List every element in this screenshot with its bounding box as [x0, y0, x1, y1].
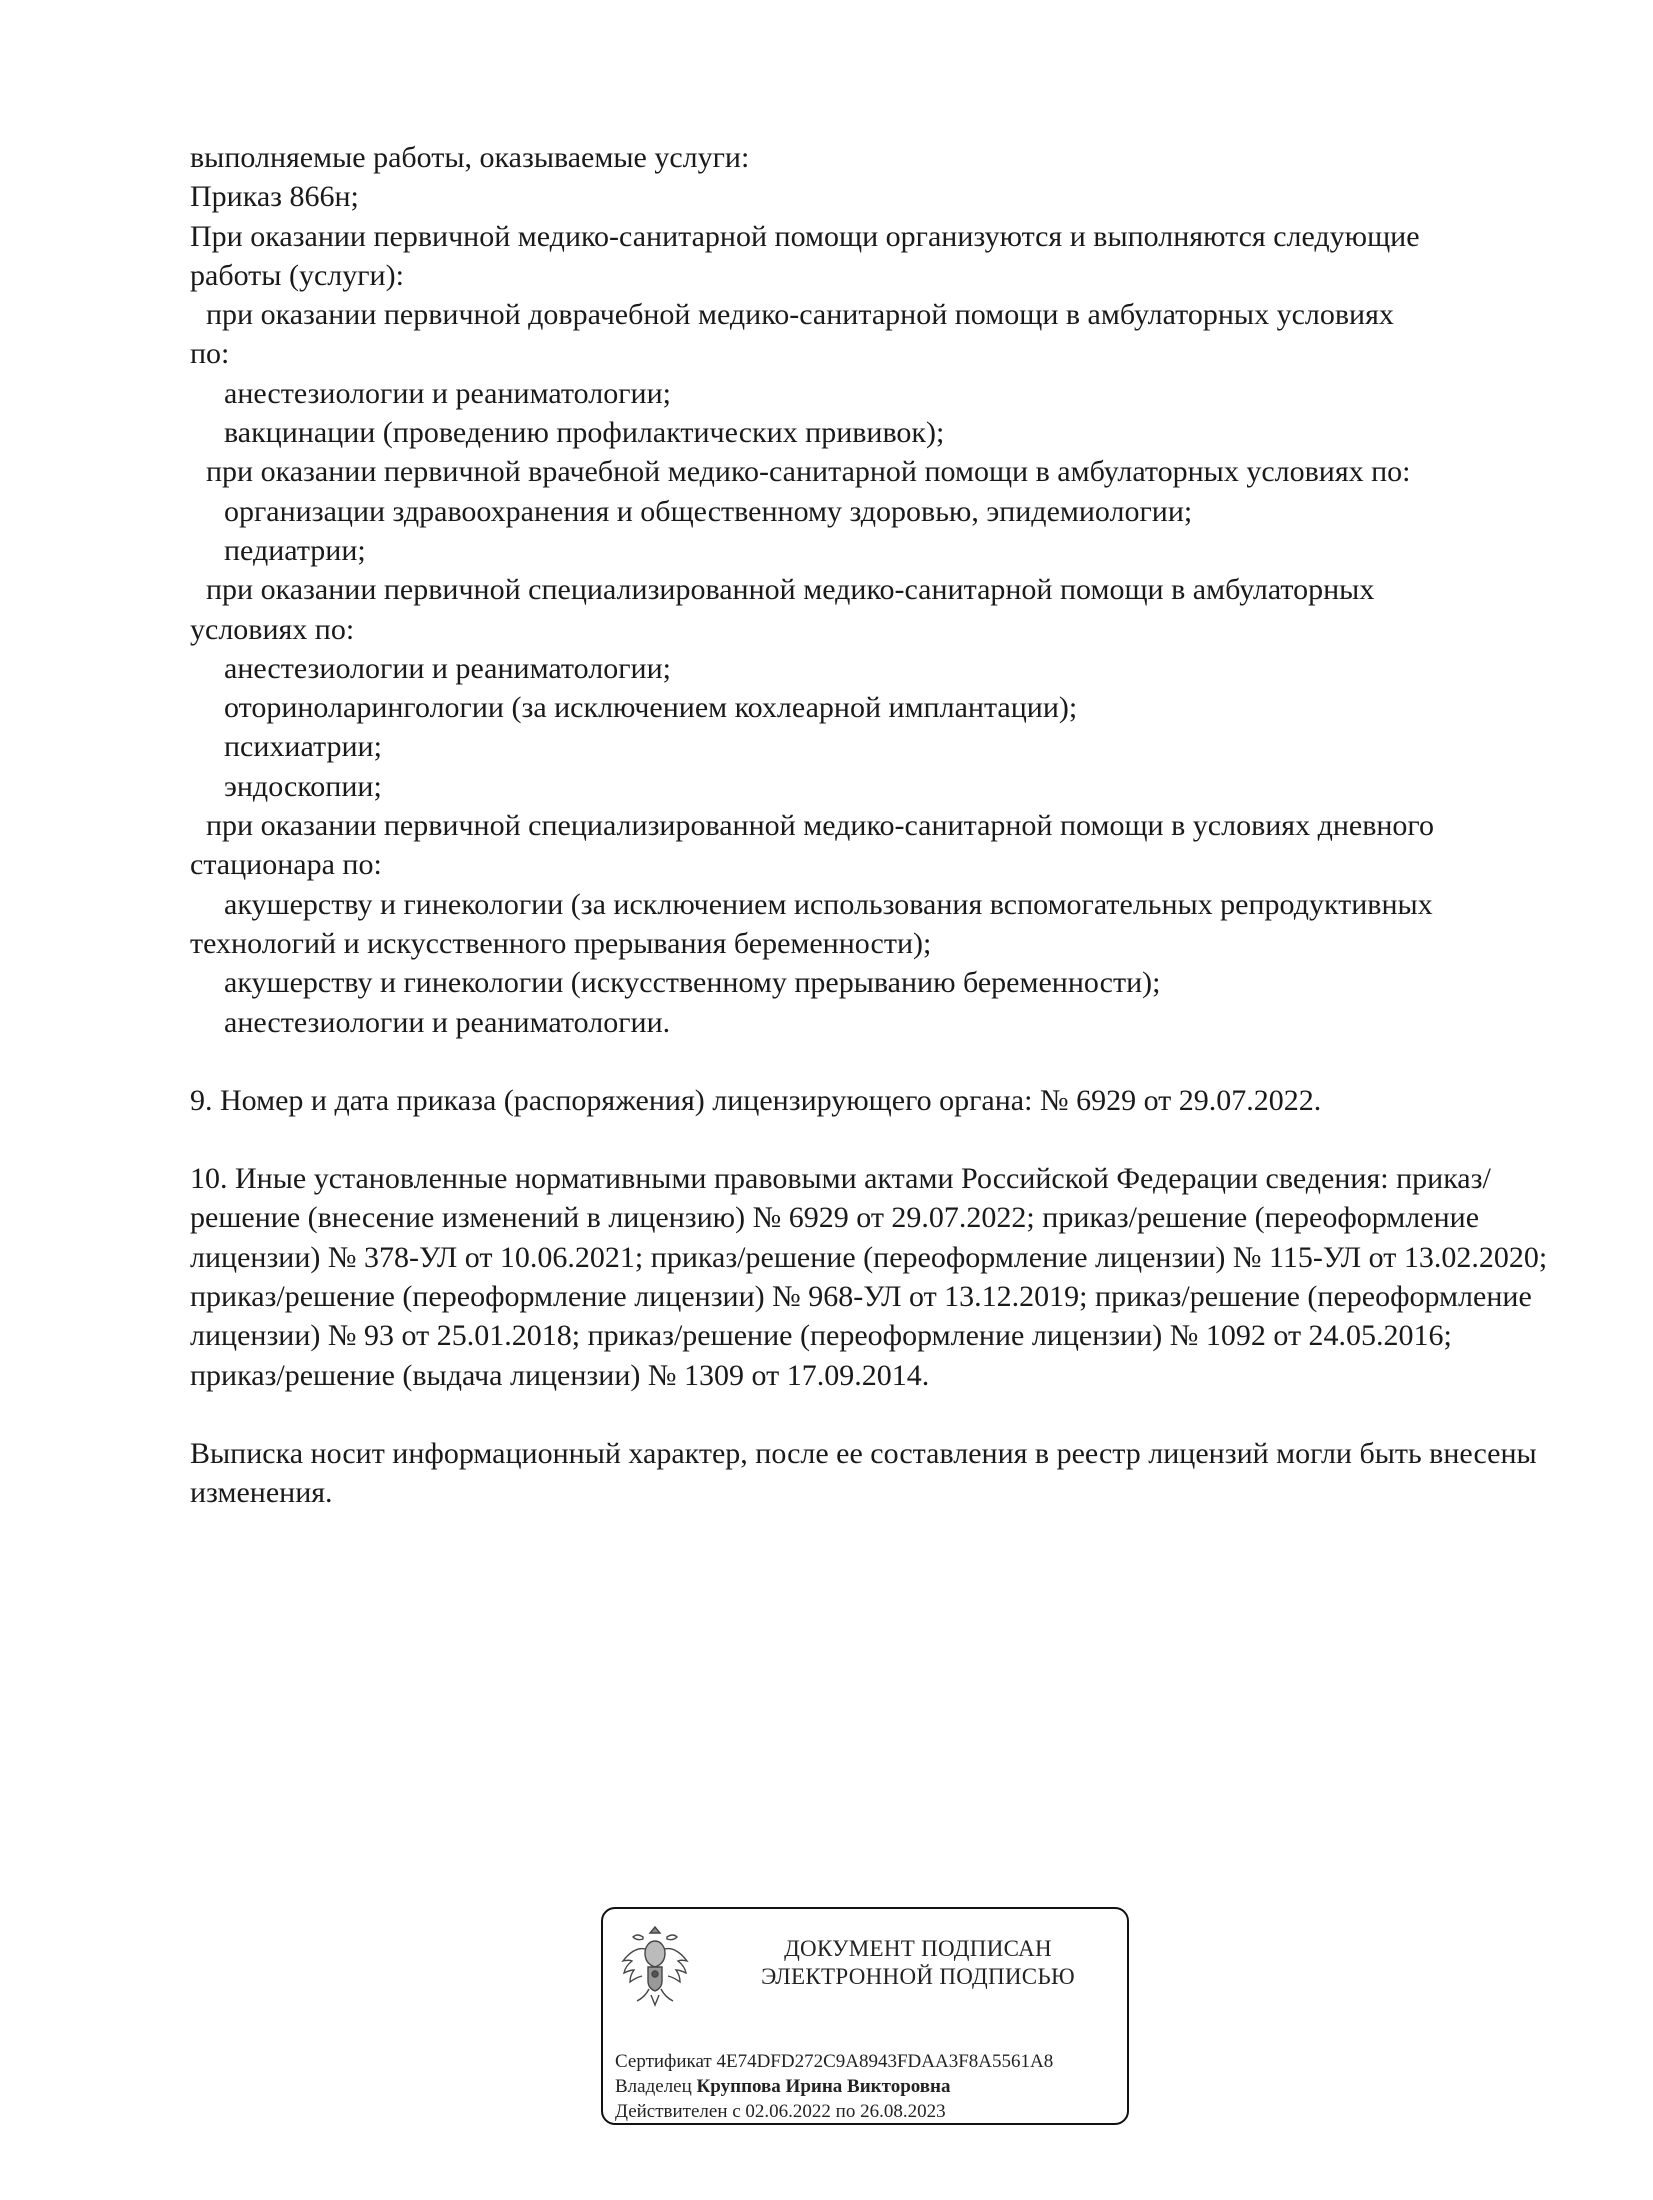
certificate-label: Сертификат — [615, 2051, 712, 2072]
service-line: вакцинации (проведению профилактических прививок); — [224, 416, 945, 450]
service-line: по: — [190, 337, 230, 371]
service-line: работы (услуги): — [190, 258, 404, 292]
certificate-value: 4E74DFD272C9A8943FDAA3F8A5561A8 — [716, 2051, 1054, 2072]
service-line: выполняемые работы, оказываемые услуги: — [190, 141, 750, 174]
service-line: оториноларингологии (за исключением кохлеарной имплантации); — [224, 691, 1078, 725]
service-line: Приказ 866н; — [190, 180, 359, 214]
service-line: психиатрии; — [224, 730, 382, 764]
service-line: анестезиологии и реаниматологии. — [224, 1005, 671, 1039]
service-line: при оказании первичной врачебной медико-санитарной помощи в амбулаторных условиях по: — [206, 455, 1411, 489]
electronic-signature-stamp — [601, 1907, 1129, 2125]
stamp-title-line-1: ДОКУМЕНТ ПОДПИСАН — [784, 1936, 1052, 1961]
stamp-details — [615, 2049, 1053, 2124]
service-line: При оказании первичной медико-санитарной помощи организуются и выполняются следующие — [190, 219, 1420, 253]
service-line: эндоскопии; — [224, 769, 382, 803]
service-line: при оказании первичной специализированной медико-санитарной помощи в условиях дневного — [206, 809, 1434, 843]
owner-label: Владелец — [615, 2076, 692, 2097]
stamp-title-line-2: ЭЛЕКТРОННОЙ ПОДПИСЬЮ — [761, 1964, 1075, 1989]
service-line: акушерству и гинекологии (за исключением использования вспомогательных репродуктивных — [224, 887, 1433, 921]
service-line: педиатрии; — [224, 533, 366, 567]
document-page — [190, 138, 1570, 1513]
service-line: при оказании первичной доврачебной медико-санитарной помощи в амбулаторных условиях — [206, 298, 1394, 332]
service-line: условиях по: — [190, 612, 355, 646]
service-line: технологий и искусственного прерывания беременности); — [190, 926, 932, 960]
service-line: при оказании первичной специализированной медико-санитарной помощи в амбулаторных — [206, 573, 1375, 607]
stamp-title — [723, 1935, 1113, 1991]
service-line: анестезиологии и реаниматологии; — [224, 651, 671, 685]
service-line: стационара по: — [190, 848, 382, 882]
owner-name: Круппова Ирина Викторовна — [696, 2076, 951, 2097]
disclaimer-note: Выписка носит информационный характер, после ее составления в реестр лицензий могли быть внесены изменения. — [190, 1436, 1537, 1510]
service-line: организации здравоохранения и общественному здоровью, эпидемиологии; — [224, 494, 1193, 528]
item-10-other-info: 10. Иные установленные нормативными правовыми актами Российской Федерации сведения: приказ/решение (внесение изменений в лицензию) № 6929 от 29.07.2022; приказ/решение (переоформление лицензии) № 378-УЛ от 10.06.2021; приказ/решение (переоформление лицензии) № 115-УЛ от 13.02.2020; приказ/решение (переоформление лицензии) № 968-УЛ от 13.12.2019; приказ/решение (переоформление лицензии) № 93 от 25.01.2018; приказ/решение (переоформление лицензии) № 1092 от 24.05.2016; приказ/решение (выдача лицензии) № 1309 от 17.09.2014. — [190, 1162, 1548, 1392]
service-line: акушерству и гинекологии (искусственному прерыванию беременности); — [224, 966, 1161, 1000]
coat-of-arms-icon — [617, 1923, 693, 2013]
validity-row: Действителен с 02.06.2022 по 26.08.2023 — [615, 2101, 946, 2122]
owner-row — [615, 2074, 1053, 2099]
services-list — [190, 138, 1570, 1042]
item-9-order-number: 9. Номер и дата приказа (распоряжения) лицензирующего органа: № 6929 от 29.07.2022. — [190, 1083, 1322, 1117]
service-line: анестезиологии и реаниматологии; — [224, 376, 671, 410]
certificate-row — [615, 2049, 1053, 2074]
